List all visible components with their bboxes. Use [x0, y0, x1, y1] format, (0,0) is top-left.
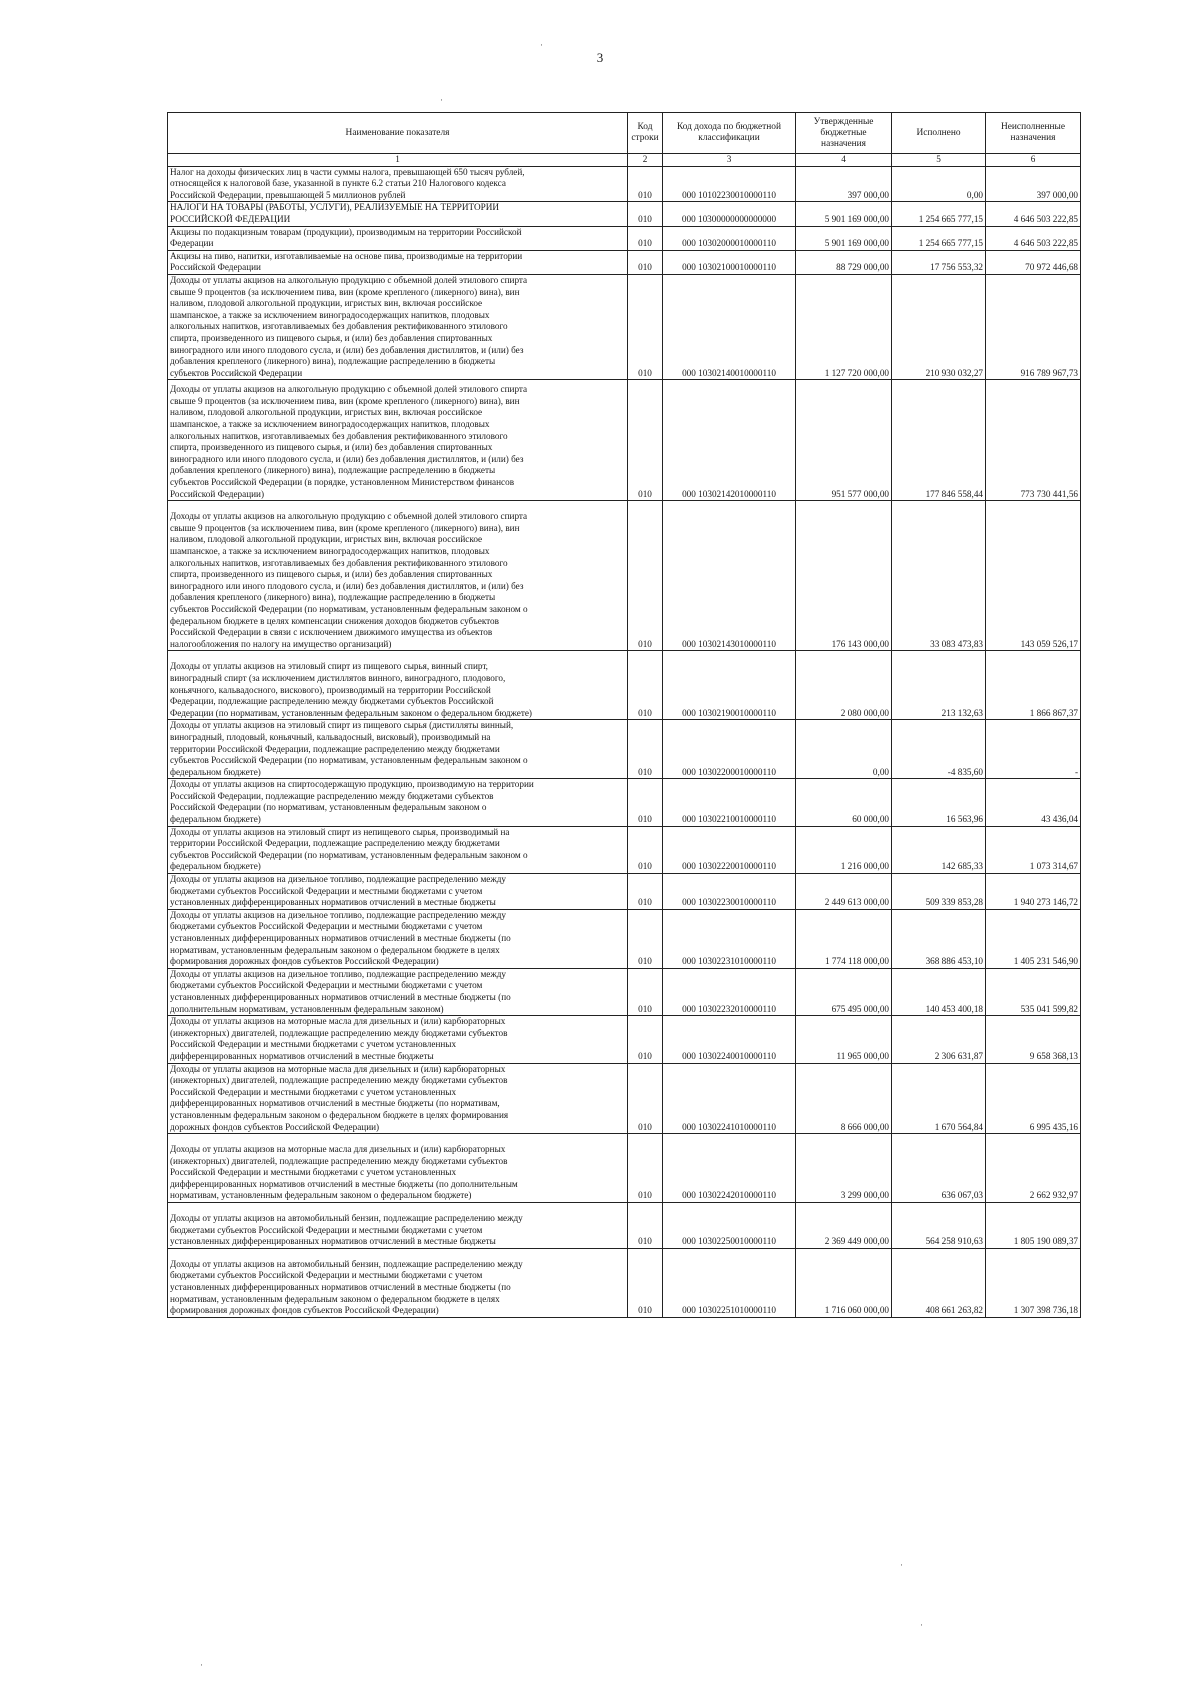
- row-name: Доходы от уплаты акцизов на дизельное топливо, подлежащие распределению между бюджетами субъектов Российской Федерации и местными бюджетами с учетом установленных дифференцированных нормативов отчислений в местные бюджеты: [168, 874, 628, 910]
- row-name: Доходы от уплаты акцизов на алкогольную продукцию с объемной долей этилового спирта свыше 9 процентов (за исключением пива, вин (кроме крепленого (ликерного) вина), вин наливом, плодовой алкогольной продукции, игристых вин, включая российское шампанское, а также за исключением виноградосодержащих напитков, плодовых алкогольных напитков, изготавливаемых без добавления ректификованного этилового спирта, произведенного из пищевого сырья, и (или) без добавления спиртованных виноградного или иного плодового сусла, и (или) без добавления дистиллятов, и (или) без добавления крепленого (ликерного) вина), подлежащие распределению в бюджеты субъектов Российской Федерации (в порядке, установленном Министерством финансов Российской Федерации): [168, 380, 628, 501]
- row-code: 010: [628, 720, 663, 779]
- header-code: Код строки: [628, 113, 663, 154]
- header-approved: Утвержденные бюджетные назначения: [796, 113, 892, 154]
- row-name: Доходы от уплаты акцизов на автомобильный бензин, подлежащие распределению между бюджетами субъектов Российской Федерации и местными бюджетами с учетом установленных дифференцированных нормативов отчислений в местные бюджеты: [168, 1203, 628, 1249]
- table-row: [168, 1063, 1081, 1134]
- row-unexecuted: 1 073 314,67: [986, 826, 1081, 873]
- row-code: 010: [628, 1063, 663, 1134]
- row-kbk: 000 10302220010000110: [663, 826, 796, 873]
- row-code: 010: [628, 250, 663, 274]
- column-number-row: [168, 154, 1081, 167]
- row-name: Доходы от уплаты акцизов на дизельное топливо, подлежащие распределению между бюджетами субъектов Российской Федерации и местными бюджетами с учетом установленных дифференцированных нормативов отчислений в местные бюджеты (по нормативам, установленным федеральным законом о федеральном бюджете в целях формирования дорожных фондов субъектов Российской Федерации): [168, 909, 628, 968]
- row-code: 010: [628, 874, 663, 910]
- row-code: 010: [628, 226, 663, 250]
- row-unexecuted: 70 972 446,68: [986, 250, 1081, 274]
- row-unexecuted: 535 041 599,82: [986, 968, 1081, 1015]
- scan-mark: ·: [900, 1560, 903, 1570]
- row-executed: 177 846 558,44: [892, 380, 986, 501]
- table-row: [168, 250, 1081, 274]
- table-row: [168, 720, 1081, 779]
- row-unexecuted: 397 000,00: [986, 166, 1081, 202]
- row-code: 010: [628, 202, 663, 226]
- table-row: [168, 1248, 1081, 1317]
- row-code: 010: [628, 166, 663, 202]
- row-approved: 1 774 118 000,00: [796, 909, 892, 968]
- row-kbk: 000 10302100010000110: [663, 250, 796, 274]
- row-unexecuted: 4 646 503 222,85: [986, 202, 1081, 226]
- row-approved: 3 299 000,00: [796, 1134, 892, 1203]
- table-row: [168, 651, 1081, 720]
- table-row: [168, 274, 1081, 379]
- table-row: [168, 779, 1081, 826]
- row-unexecuted: 1 940 273 146,72: [986, 874, 1081, 910]
- table-row: [168, 1016, 1081, 1063]
- table-row: [168, 380, 1081, 501]
- row-unexecuted: 1 805 190 089,37: [986, 1203, 1081, 1249]
- row-approved: 5 901 169 000,00: [796, 202, 892, 226]
- column-number: 1: [168, 154, 628, 167]
- row-executed: 33 083 473,83: [892, 501, 986, 651]
- row-kbk: 000 10302250010000110: [663, 1203, 796, 1249]
- row-kbk: 000 10302242010000110: [663, 1134, 796, 1203]
- row-approved: 60 000,00: [796, 779, 892, 826]
- row-kbk: 000 10302232010000110: [663, 968, 796, 1015]
- row-code: 010: [628, 501, 663, 651]
- row-unexecuted: 773 730 441,56: [986, 380, 1081, 501]
- table-row: [168, 226, 1081, 250]
- row-name: Доходы от уплаты акцизов на моторные масла для дизельных и (или) карбюраторных (инжекторных) двигателей, подлежащие распределению между бюджетами субъектов Российской Федерации и местными бюджетами с учетом установленных дифференцированных нормативов отчислений в местные бюджеты (по нормативам, установленным федеральным законом о федеральном бюджете в целях формирования дорожных фондов субъектов Российской Федерации): [168, 1063, 628, 1134]
- row-unexecuted: 4 646 503 222,85: [986, 226, 1081, 250]
- row-name: Доходы от уплаты акцизов на моторные масла для дизельных и (или) карбюраторных (инжекторных) двигателей, подлежащие распределению между бюджетами субъектов Российской Федерации и местными бюджетами с учетом установленных дифференцированных нормативов отчислений в местные бюджеты (по дополнительным нормативам, установленным федеральным законом о федеральном бюджете): [168, 1134, 628, 1203]
- column-number: 3: [663, 154, 796, 167]
- row-name: Налог на доходы физических лиц в части суммы налога, превышающей 650 тысяч рублей, относящейся к налоговой базе, указанной в пункте 6.2 статьи 210 Налогового кодекса Российской Федерации, превышающей 5 миллионов рублей: [168, 166, 628, 202]
- column-number: 2: [628, 154, 663, 167]
- row-unexecuted: 43 436,04: [986, 779, 1081, 826]
- row-name: НАЛОГИ НА ТОВАРЫ (РАБОТЫ, УСЛУГИ), РЕАЛИЗУЕМЫЕ НА ТЕРРИТОРИИ РОССИЙСКОЙ ФЕДЕРАЦИИ: [168, 202, 628, 226]
- row-name: Доходы от уплаты акцизов на дизельное топливо, подлежащие распределению между бюджетами субъектов Российской Федерации и местными бюджетами с учетом установленных дифференцированных нормативов отчислений в местные бюджеты (по дополнительным нормативам, установленным федеральным законом): [168, 968, 628, 1015]
- table-row: [168, 968, 1081, 1015]
- row-name: Доходы от уплаты акцизов на спиртосодержащую продукцию, производимую на территории Российской Федерации, подлежащие распределению между бюджетами субъектов Российской Федерации (по нормативам, установленным федеральным законом о федеральном бюджете): [168, 779, 628, 826]
- row-name: Доходы от уплаты акцизов на автомобильный бензин, подлежащие распределению между бюджетами субъектов Российской Федерации и местными бюджетами с учетом установленных дифференцированных нормативов отчислений в местные бюджеты (по нормативам, установленным федеральным законом о федеральном бюджете в целях формирования дорожных фондов субъектов Российской Федерации): [168, 1248, 628, 1317]
- row-approved: 176 143 000,00: [796, 501, 892, 651]
- table-row: [168, 1134, 1081, 1203]
- row-unexecuted: 143 059 526,17: [986, 501, 1081, 651]
- row-executed: 1 254 665 777,15: [892, 202, 986, 226]
- row-kbk: 000 10302140010000110: [663, 274, 796, 379]
- row-unexecuted: 1 405 231 546,90: [986, 909, 1081, 968]
- row-kbk: 000 10302241010000110: [663, 1063, 796, 1134]
- row-executed: 2 306 631,87: [892, 1016, 986, 1063]
- row-code: 010: [628, 826, 663, 873]
- row-approved: 1 127 720 000,00: [796, 274, 892, 379]
- row-executed: 636 067,03: [892, 1134, 986, 1203]
- column-number: 6: [986, 154, 1081, 167]
- row-kbk: 000 10302200010000110: [663, 720, 796, 779]
- row-approved: 397 000,00: [796, 166, 892, 202]
- row-kbk: 000 10302142010000110: [663, 380, 796, 501]
- row-kbk: 000 10302000010000110: [663, 226, 796, 250]
- row-executed: -4 835,60: [892, 720, 986, 779]
- row-approved: 5 901 169 000,00: [796, 226, 892, 250]
- row-executed: 1 254 665 777,15: [892, 226, 986, 250]
- row-name: Доходы от уплаты акцизов на этиловый спирт из непищевого сырья, производимый на территории Российской Федерации, подлежащие распределению между бюджетами субъектов Российской Федерации (по нормативам, установленным федеральным законом о федеральном бюджете): [168, 826, 628, 873]
- row-kbk: 000 10302240010000110: [663, 1016, 796, 1063]
- row-executed: 1 670 564,84: [892, 1063, 986, 1134]
- row-approved: 2 449 613 000,00: [796, 874, 892, 910]
- row-name: Доходы от уплаты акцизов на этиловый спирт из пищевого сырья (дистилляты винный, виноградный, плодовый, коньячный, кальвадосный, висковый), производимый на территории Российской Федерации, подлежащие распределению между бюджетами субъектов Российской Федерации (по нормативам, установленным федеральным законом о федеральном бюджете): [168, 720, 628, 779]
- row-approved: 1 716 060 000,00: [796, 1248, 892, 1317]
- row-name: Доходы от уплаты акцизов на алкогольную продукцию с объемной долей этилового спирта свыше 9 процентов (за исключением пива, вин (кроме крепленого (ликерного) вина), вин наливом, плодовой алкогольной продукции, игристых вин, включая российское шампанское, а также за исключением виноградосодержащих напитков, плодовых алкогольных напитков, изготавливаемых без добавления ректификованного этилового спирта, произведенного из пищевого сырья, и (или) без добавления спиртованных виноградного или иного плодового сусла, и (или) без добавления дистиллятов, и (или) без добавления крепленого (ликерного) вина), подлежащие распределению в бюджеты субъектов Российской Федерации: [168, 274, 628, 379]
- row-approved: 951 577 000,00: [796, 380, 892, 501]
- table-header-row: [168, 113, 1081, 154]
- row-approved: 675 495 000,00: [796, 968, 892, 1015]
- row-code: 010: [628, 380, 663, 501]
- row-executed: 16 563,96: [892, 779, 986, 826]
- row-approved: 0,00: [796, 720, 892, 779]
- row-unexecuted: 1 307 398 736,18: [986, 1248, 1081, 1317]
- row-unexecuted: 9 658 368,13: [986, 1016, 1081, 1063]
- row-kbk: 000 10302143010000110: [663, 501, 796, 651]
- table-body: [168, 166, 1081, 1317]
- scan-mark: ·: [200, 1660, 203, 1670]
- row-name: Доходы от уплаты акцизов на моторные масла для дизельных и (или) карбюраторных (инжекторных) двигателей, подлежащие распределению между бюджетами субъектов Российской Федерации и местными бюджетами с учетом установленных дифференцированных нормативов отчислений в местные бюджеты: [168, 1016, 628, 1063]
- row-executed: 142 685,33: [892, 826, 986, 873]
- row-approved: 88 729 000,00: [796, 250, 892, 274]
- table-row: [168, 1203, 1081, 1249]
- scan-mark: ·: [540, 40, 543, 50]
- header-name: Наименование показателя: [168, 113, 628, 154]
- header-executed: Исполнено: [892, 113, 986, 154]
- row-executed: 408 661 263,82: [892, 1248, 986, 1317]
- row-name: Доходы от уплаты акцизов на этиловый спирт из пищевого сырья, винный спирт, виноградный спирт (за исключением дистиллятов винного, виноградного, плодового, коньячного, кальвадосного, вискового), производимый на территории Российской Федерации, подлежащие распределению между бюджетами субъектов Российской Федерации (по нормативам, установленным федеральным законом о федеральном бюджете): [168, 651, 628, 720]
- table-row: [168, 202, 1081, 226]
- row-code: 010: [628, 651, 663, 720]
- row-executed: 210 930 032,27: [892, 274, 986, 379]
- row-kbk: 000 10302231010000110: [663, 909, 796, 968]
- row-code: 010: [628, 1203, 663, 1249]
- header-unexecuted: Неисполненные назначения: [986, 113, 1081, 154]
- row-kbk: 000 10102230010000110: [663, 166, 796, 202]
- row-name: Доходы от уплаты акцизов на алкогольную продукцию с объемной долей этилового спирта свыше 9 процентов (за исключением пива, вин (кроме крепленого (ликерного) вина), вин наливом, плодовой алкогольной продукции, игристых вин, включая российское шампанское, а также за исключением виноградосодержащих напитков, плодовых алкогольных напитков, изготавливаемых без добавления ректификованного этилового спирта, произведенного из пищевого сырья, и (или) без добавления спиртованных виноградного или иного плодового сусла, и (или) без добавления дистиллятов, и (или) без добавления крепленого (ликерного) вина), подлежащие распределению в бюджеты субъектов Российской Федерации (по нормативам, установленным федеральным законом о федеральном бюджете в целях компенсации снижения доходов бюджетов субъектов Российской Федерации в связи с исключением движимого имущества из объектов налогообложения по налогу на имущество организаций): [168, 501, 628, 651]
- table-row: [168, 874, 1081, 910]
- row-approved: 11 965 000,00: [796, 1016, 892, 1063]
- row-unexecuted: 6 995 435,16: [986, 1063, 1081, 1134]
- scan-mark: ·: [920, 1620, 923, 1630]
- column-number: 5: [892, 154, 986, 167]
- row-code: 010: [628, 779, 663, 826]
- row-kbk: 000 10302190010000110: [663, 651, 796, 720]
- row-approved: 8 666 000,00: [796, 1063, 892, 1134]
- row-approved: 1 216 000,00: [796, 826, 892, 873]
- row-executed: 140 453 400,18: [892, 968, 986, 1015]
- row-kbk: 000 10302230010000110: [663, 874, 796, 910]
- row-executed: 509 339 853,28: [892, 874, 986, 910]
- row-code: 010: [628, 1016, 663, 1063]
- row-executed: 17 756 553,32: [892, 250, 986, 274]
- row-executed: 564 258 910,63: [892, 1203, 986, 1249]
- row-executed: 213 132,63: [892, 651, 986, 720]
- row-approved: 2 369 449 000,00: [796, 1203, 892, 1249]
- table-row: [168, 909, 1081, 968]
- header-kbk: Код дохода по бюджетной классификации: [663, 113, 796, 154]
- scan-mark: ·: [440, 95, 443, 105]
- row-code: 010: [628, 909, 663, 968]
- row-code: 010: [628, 1248, 663, 1317]
- row-unexecuted: 2 662 932,97: [986, 1134, 1081, 1203]
- row-approved: 2 080 000,00: [796, 651, 892, 720]
- row-name: Акцизы по подакцизным товарам (продукции), производимым на территории Российской Федерации: [168, 226, 628, 250]
- row-unexecuted: 1 866 867,37: [986, 651, 1081, 720]
- row-unexecuted: -: [986, 720, 1081, 779]
- row-executed: 0,00: [892, 166, 986, 202]
- row-kbk: 000 10302210010000110: [663, 779, 796, 826]
- budget-execution-table: [167, 112, 1081, 1318]
- row-name: Акцизы на пиво, напитки, изготавливаемые на основе пива, производимые на территории Российской Федерации: [168, 250, 628, 274]
- row-code: 010: [628, 274, 663, 379]
- row-unexecuted: 916 789 967,73: [986, 274, 1081, 379]
- column-number: 4: [796, 154, 892, 167]
- row-kbk: 000 10300000000000000: [663, 202, 796, 226]
- page-number: 3: [596, 50, 604, 65]
- table-row: [168, 501, 1081, 651]
- table-row: [168, 826, 1081, 873]
- table-row: [168, 166, 1081, 202]
- row-executed: 368 886 453,10: [892, 909, 986, 968]
- row-kbk: 000 10302251010000110: [663, 1248, 796, 1317]
- row-code: 010: [628, 968, 663, 1015]
- row-code: 010: [628, 1134, 663, 1203]
